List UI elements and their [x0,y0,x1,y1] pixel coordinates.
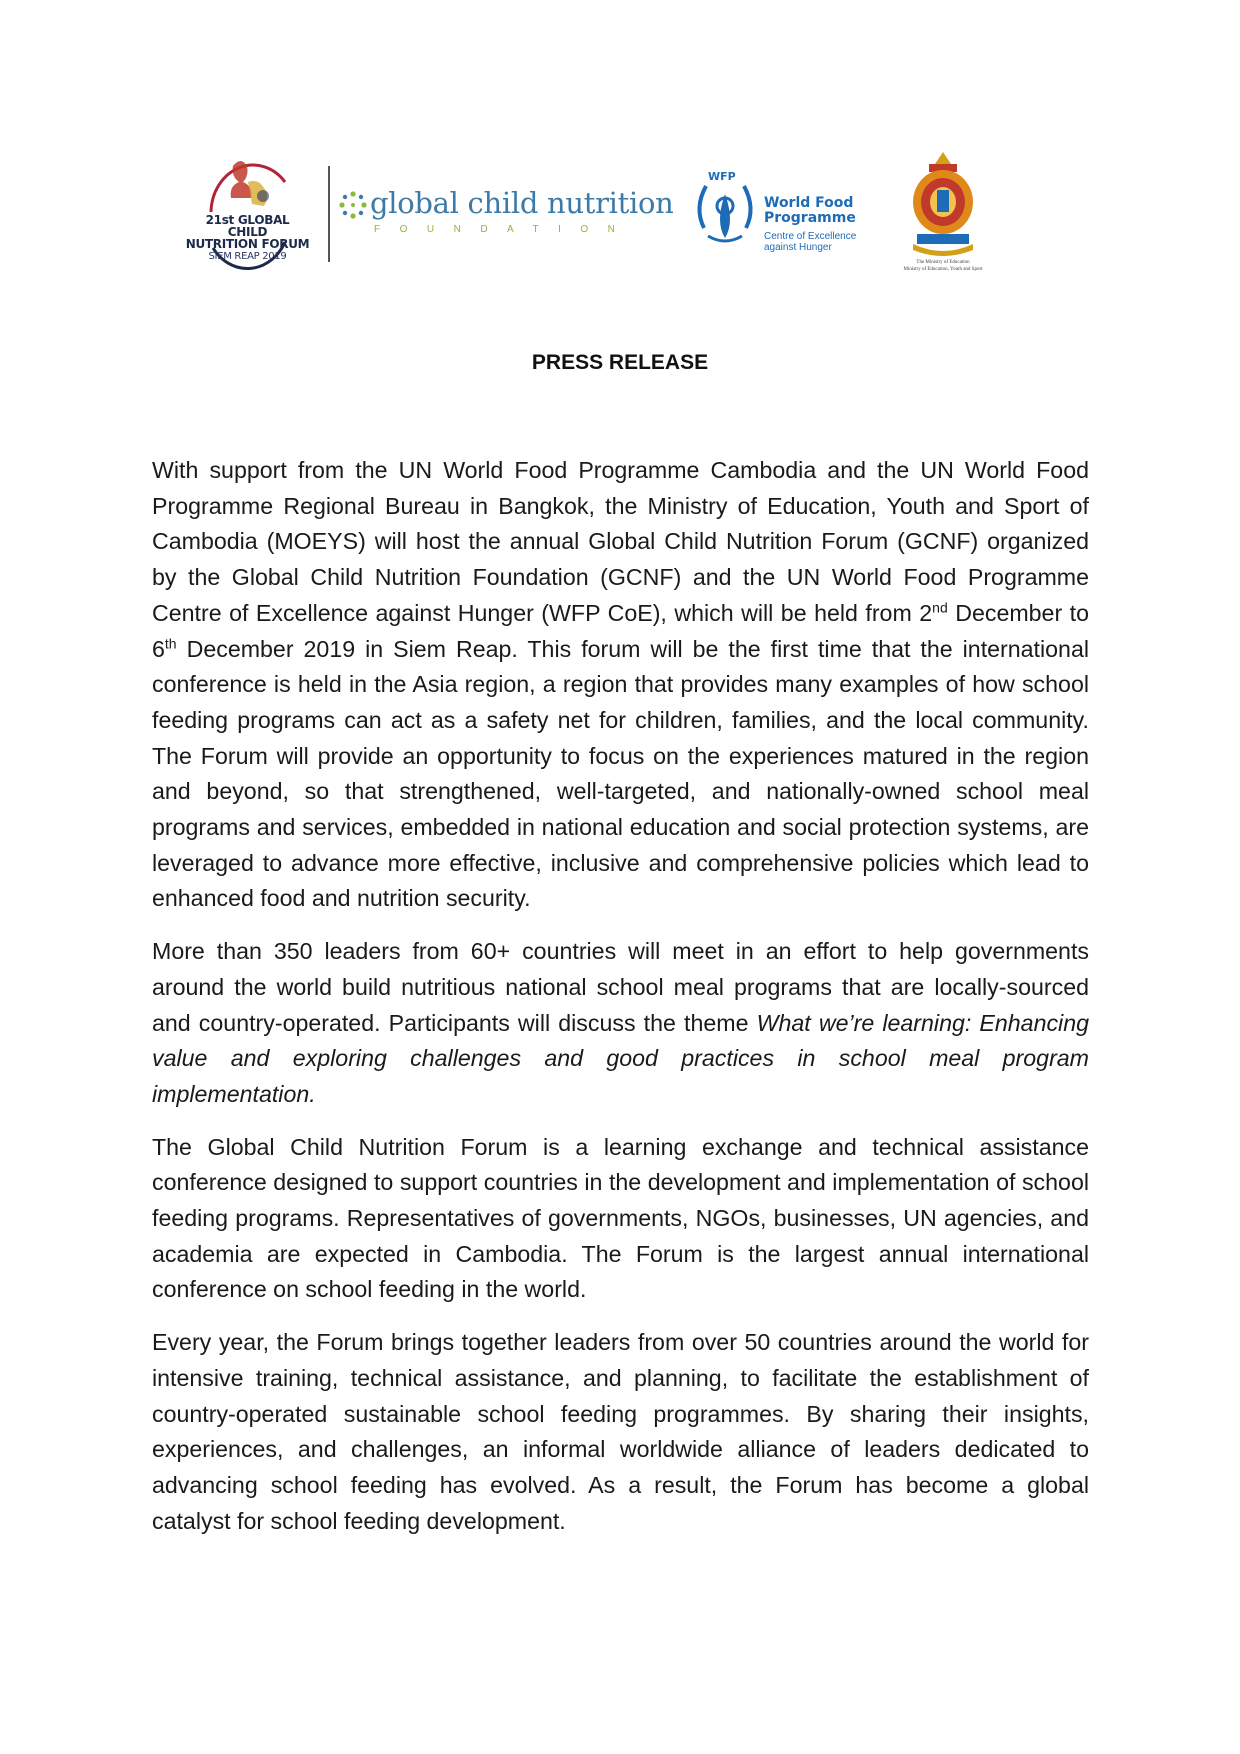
forum-logo-line1: 21st GLOBAL CHILD [205,213,290,239]
gcnf-logo [338,184,674,244]
forum-logo [185,152,310,272]
ministry-caption-line1: The Ministry of Education [916,260,970,265]
wfp-subtitle [764,232,856,253]
wfp-subtitle-line2: against Hunger [764,241,832,253]
wfp-title-line1: World Food [764,195,854,211]
logo-strip [0,140,1240,280]
paragraph-2-text: More than 350 leaders from 60+ countries will meet in an effort to help governments around the world build nutritious national school meal programs that are locally-sourced and country-operated. Participants will discuss the theme [152,938,1089,1036]
paragraph-1-part-b: December to 6 [152,599,1089,662]
wfp-subtitle-line1: Centre of Excellence [764,231,857,242]
superscript-nd: nd [932,599,948,616]
ministry-caption-line2: Ministry of Education, Youth and Sport [903,266,983,272]
superscript-th: th [164,634,177,651]
logo-divider [328,166,330,262]
forum-logo-line2: NUTRITION FORUM [185,237,310,251]
gcnf-dots-icon [338,190,368,220]
wfp-title [764,196,856,225]
paragraph-2-theme: What we’re learning: Enhancing value and exploring challenges and good practices in school meal program implementation. [152,1009,1090,1107]
ministry-logo [893,150,993,280]
paragraph-4: Every year, the Forum brings together leaders from over 50 countries around the world for intensive training, technical assistance, and planning, to facilitate the establishment of country-operated sustainable school feeding programmes. By sharing their insights, experiences, and challenges, an informal worldwide alliance of leaders dedicated to advancing school feeding has evolved. As a result, the Forum has become a global catalyst for school feeding development. [152,1329,1089,1534]
press-release-heading: PRESS RELEASE [531,351,709,374]
paragraph-3: The Global Child Nutrition Forum is a learning exchange and technical assistance conference designed to support countries in the development and implementation of school feeding programs. Representatives of governments, NGOs, businesses, UN agencies, and academia are expected in Cambodia. The Forum is the largest annual international conference on school feeding in the world. [152,1133,1089,1303]
gcnf-name: global child nutrition [370,186,674,220]
paragraph-1-part-a: With support from the UN World Food Programme Cambodia and the UN World Food Programme Regional Bureau in Bangkok, the Ministry of Education, Youth and Sport of Cambodia (MOEYS) will host the annual Global Child Nutrition Forum (GCNF) organized by the Global Child Nutrition Foundation (GCNF) and the UN World Food Programme Centre of Excellence against Hunger (WFP CoE), which will be held from 2 [152,457,1089,626]
paragraph-1-part-c: December 2019 in Siem Reap. This forum will be the first time that the international conference is held in the Asia region, a region that provides many examples of how school feeding programs can act as a safety net for children, families, and the local community. The Forum will provide an opportunity to focus on the experiences matured in the region and beyond, so that strengthened, well-targeted, and nationally-owned school meal programs and services, embedded in national education and social protection systems, are leveraged to advance more effective, inclusive and comprehensive policies which lead to enhanced food and nutrition security. [152,635,1089,912]
paragraph-1 [152,453,1089,917]
ministry-emblem-icon [907,150,979,258]
paragraph-2 [152,934,1089,1113]
wfp-tag: WFP [708,170,736,183]
press-release-body [152,453,1089,1556]
wfp-title-line2: Programme [764,209,856,226]
forum-logo-text [185,214,310,262]
forum-logo-line3: SIEM REAP 2019 [208,251,287,262]
ministry-caption [893,260,993,273]
wfp-logo [690,168,870,258]
gcnf-subtitle: FOUNDATION [374,224,635,235]
